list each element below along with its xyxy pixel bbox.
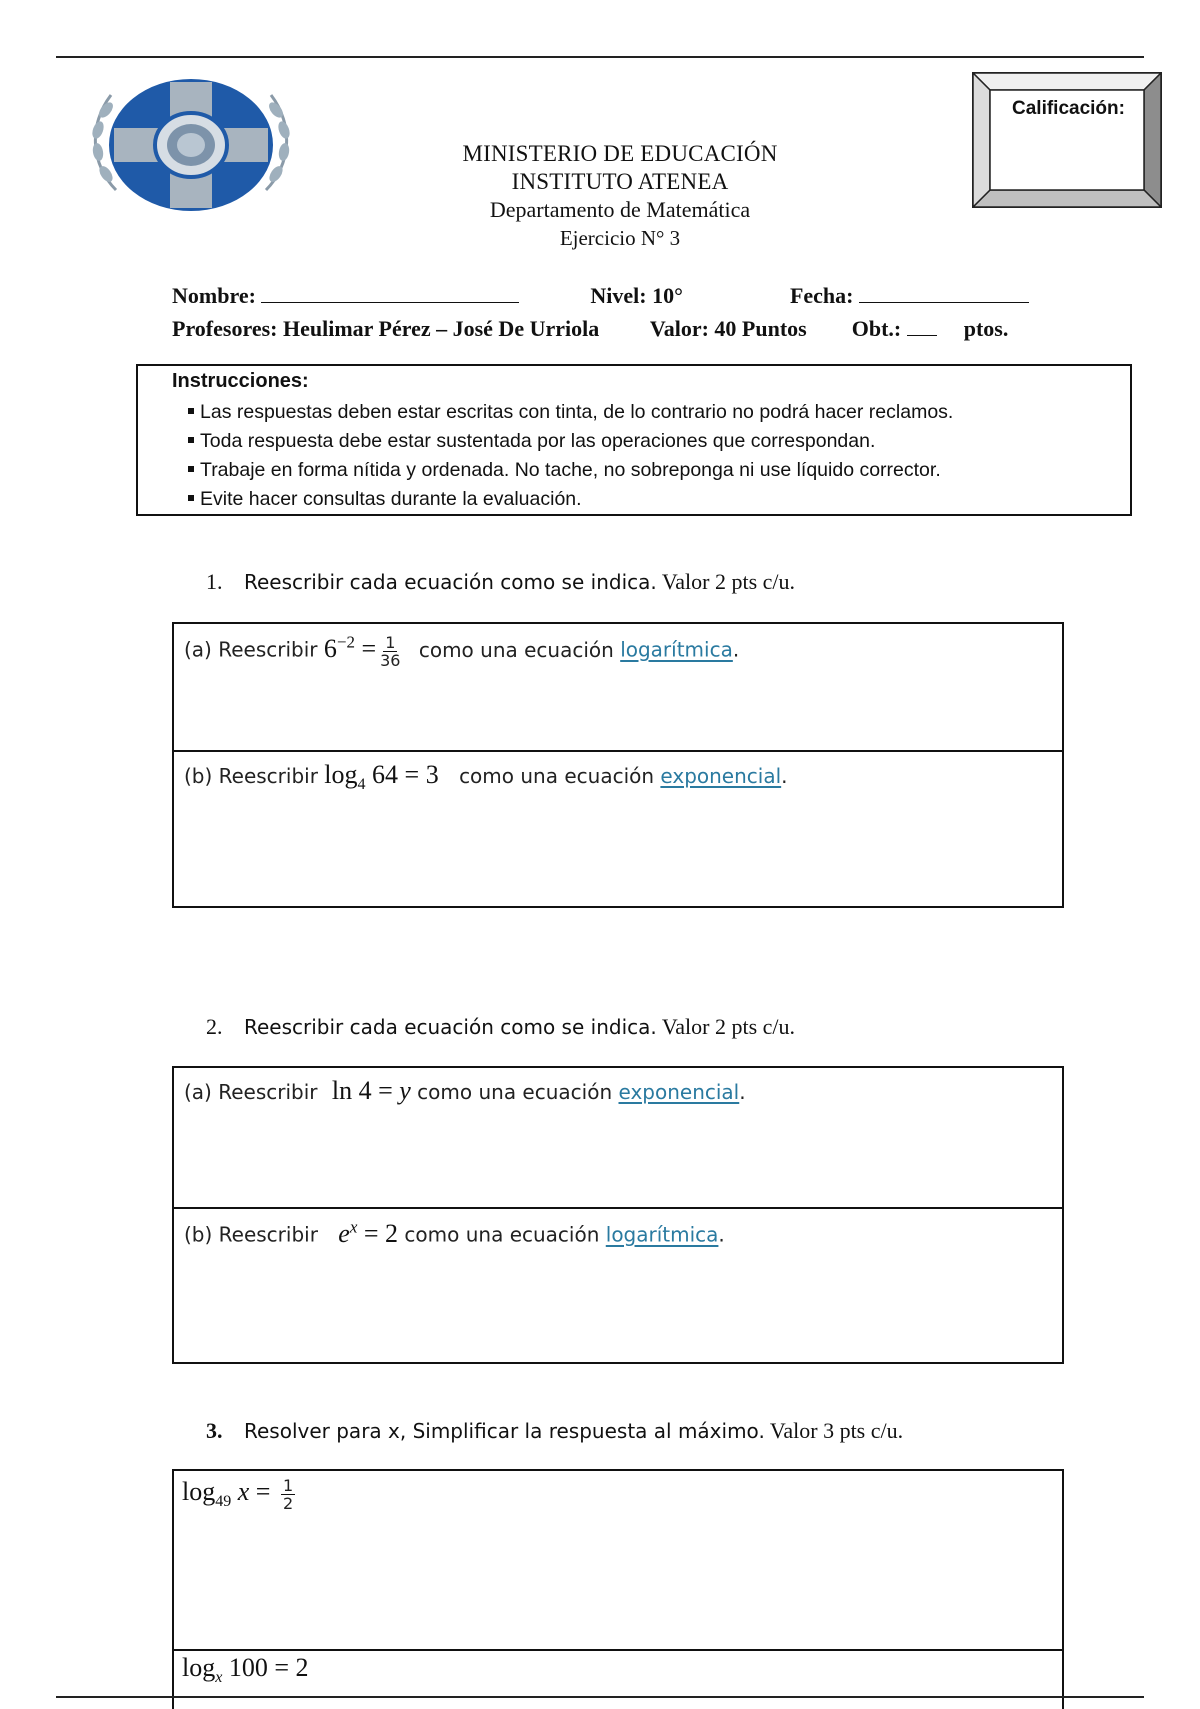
question-2b-prompt: (b) Reescribir $e^x = 2$ como una ecuación logarítmica. bbox=[184, 1217, 725, 1248]
name-field[interactable] bbox=[261, 284, 519, 303]
exponential-link[interactable]: exponencial bbox=[618, 1080, 740, 1104]
instruction-item: Las respuestas deben estar escritas con tinta, de lo contrario no podrá hacer reclamos. bbox=[188, 398, 953, 427]
document-header bbox=[420, 140, 820, 252]
question-1-answer-box bbox=[172, 622, 1064, 908]
student-info-line-2 bbox=[172, 316, 1008, 342]
date-field[interactable] bbox=[859, 284, 1029, 303]
top-rule bbox=[56, 56, 1144, 58]
question-3a-prompt: $\log_{49} x$ = $\frac{1}{2}$ bbox=[182, 1476, 294, 1513]
question-1b-prompt: (b) Reescribir $\log_4 64 = 3$ como una ecuación exponencial. bbox=[184, 760, 788, 794]
exponential-link[interactable]: exponencial bbox=[660, 764, 782, 788]
question-2b-cell[interactable] bbox=[174, 1207, 1062, 1362]
institute-title: INSTITUTO ATENEA bbox=[511, 169, 729, 194]
question-2-heading: 2. Reescribir cada ecuación como se indica. Valor 2 pts c/u. bbox=[206, 1014, 796, 1039]
question-3-heading: 3. Resolver para x, Simplificar la respuesta al máximo. Valor 3 pts c/u. bbox=[206, 1418, 904, 1443]
fraction: $\frac{1}{2}$ bbox=[282, 1476, 294, 1513]
question-2-answer-box bbox=[172, 1066, 1064, 1364]
points-suffix: ptos. bbox=[963, 316, 1009, 341]
question-1b-cell[interactable] bbox=[174, 750, 1062, 906]
obtained-field[interactable] bbox=[907, 317, 937, 336]
bullet-icon bbox=[188, 437, 194, 443]
instruction-item: Evite hacer consultas durante la evaluación. bbox=[188, 485, 953, 514]
logarithmic-link[interactable]: logarítmica bbox=[620, 637, 733, 662]
student-info-line-1 bbox=[172, 283, 1029, 309]
obtained-label: Obt.: bbox=[851, 316, 902, 341]
bullet-icon bbox=[188, 495, 194, 501]
question-2a-cell[interactable] bbox=[174, 1068, 1062, 1207]
question-1a-cell[interactable] bbox=[174, 624, 1062, 750]
question-3-answer-box bbox=[172, 1469, 1064, 1709]
question-1-heading: 1. Reescribir cada ecuación como se indica. Valor 2 pts c/u. bbox=[206, 569, 796, 594]
question-3b-prompt: $\log_x 100 = 2$ bbox=[182, 1653, 309, 1687]
question-3a-cell[interactable] bbox=[174, 1471, 1062, 1649]
grade-box bbox=[972, 72, 1162, 208]
question-1a-prompt: (a) Reescribir $6^{-2}$ = $\frac{1}{36}$ como una ecuación logarítmica. bbox=[184, 632, 740, 670]
level-label: Nivel: bbox=[590, 283, 647, 308]
bullet-icon bbox=[188, 466, 194, 472]
instructions-list bbox=[188, 398, 953, 514]
exercise-title: Ejercicio N° 3 bbox=[559, 226, 681, 250]
institute-seal-logo bbox=[86, 70, 296, 220]
question-2a-prompt: (a) Reescribir ln 4 = y como una ecuación exponencial. bbox=[184, 1076, 746, 1105]
name-label: Nombre: bbox=[172, 283, 256, 308]
level-value: 10° bbox=[652, 283, 683, 308]
teachers-label: Profesores: Heulimar Pérez – José De Urriola bbox=[172, 316, 600, 341]
instructions-box bbox=[136, 364, 1132, 516]
date-label: Fecha: bbox=[789, 283, 854, 308]
bottom-rule bbox=[56, 1696, 1144, 1698]
grade-label: Calificación: bbox=[1012, 98, 1125, 119]
ministry-title: MINISTERIO DE EDUCACIÓN bbox=[462, 141, 778, 166]
bullet-icon bbox=[188, 408, 194, 414]
department-title: Departamento de Matemática bbox=[489, 197, 751, 222]
question-3b-cell[interactable] bbox=[174, 1649, 1062, 1709]
logarithmic-link[interactable]: logarítmica bbox=[605, 1222, 719, 1247]
instruction-item: Toda respuesta debe estar sustentada por las operaciones que correspondan. bbox=[188, 427, 953, 456]
instructions-title: Instrucciones: bbox=[172, 370, 309, 392]
value-label: Valor: 40 Puntos bbox=[649, 316, 807, 341]
instruction-item: Trabaje en forma nítida y ordenada. No tache, no sobreponga ni use líquido corrector. bbox=[188, 456, 953, 485]
fraction: $\frac{1}{36}$ bbox=[380, 632, 401, 670]
